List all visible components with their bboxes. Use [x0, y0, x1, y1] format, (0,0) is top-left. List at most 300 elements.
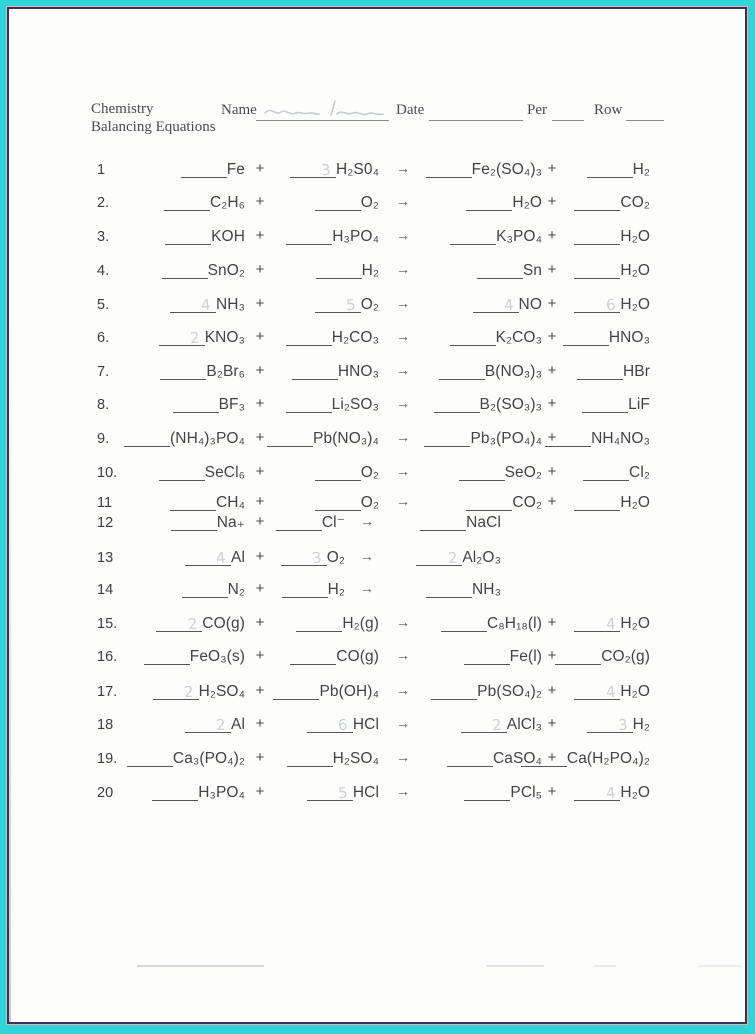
worksheet-page — [7, 7, 747, 1024]
chemical-formula: Pb(OH)₄ — [319, 683, 379, 700]
equation-term — [427, 648, 542, 665]
plus-sign: + — [255, 362, 265, 379]
plus-sign: + — [255, 160, 265, 177]
chemical-formula: HNO₃ — [608, 329, 650, 346]
plus-sign: + — [547, 493, 557, 510]
coefficient-blank[interactable] — [450, 332, 496, 346]
coefficient-blank[interactable] — [466, 497, 512, 511]
coefficient-blank[interactable] — [587, 164, 633, 178]
equation-row — [97, 679, 650, 700]
equation-term — [562, 494, 650, 511]
coefficient-blank[interactable] — [292, 366, 338, 380]
chemical-formula: CO(g) — [202, 615, 245, 632]
chemical-formula: H₂CO₃ — [331, 329, 379, 346]
course-label: Chemistry — [91, 101, 154, 117]
coefficient-blank[interactable] — [441, 618, 487, 632]
chemical-formula: AlCl₃ — [506, 716, 542, 733]
chemical-formula: H₂O — [620, 296, 650, 313]
plus-sign: + — [255, 463, 265, 480]
equation-term — [562, 296, 650, 313]
equation-term — [562, 329, 650, 346]
coefficient-blank[interactable] — [162, 265, 208, 279]
plus-sign: + — [547, 160, 557, 177]
coefficient-blank[interactable] — [521, 753, 567, 767]
yields-arrow-icon: → — [360, 580, 374, 596]
plus-sign: + — [547, 395, 557, 412]
coefficient-blank[interactable] — [290, 160, 336, 180]
coefficient-blank[interactable] — [267, 433, 313, 447]
equation-row — [97, 359, 650, 380]
coefficient-blank[interactable] — [420, 517, 466, 531]
coefficient-blank[interactable] — [156, 614, 202, 634]
chemical-formula: PCl₅ — [510, 784, 542, 801]
chemical-formula: O₂ — [360, 296, 379, 313]
equation-term — [275, 683, 379, 700]
equation-number: 14 — [97, 582, 114, 598]
chemical-formula: SeCl₆ — [204, 464, 245, 481]
plus-sign: + — [255, 295, 265, 312]
chemical-formula: FeO₃(s) — [189, 648, 245, 665]
coefficient-blank[interactable] — [315, 467, 361, 481]
pencil-answer: 3 — [320, 160, 332, 180]
pencil-answer: 2 — [447, 548, 459, 568]
chemical-formula: H₂(g) — [342, 615, 379, 632]
equation-term — [562, 716, 650, 733]
coefficient-blank[interactable] — [316, 265, 362, 279]
coefficient-blank[interactable] — [152, 787, 198, 801]
equation-number: 15. — [97, 616, 118, 632]
coefficient-blank[interactable] — [473, 295, 519, 315]
equation-term — [275, 430, 379, 447]
pencil-answer: 4 — [200, 295, 212, 315]
equation-row — [97, 190, 650, 211]
chemical-formula: C₂H₆ — [209, 194, 245, 211]
equation-term — [427, 784, 542, 801]
row-label: Row — [594, 102, 623, 118]
plus-sign: + — [255, 580, 265, 597]
coefficient-blank[interactable] — [307, 783, 353, 803]
chemical-formula: KOH — [211, 228, 245, 245]
equation-term — [275, 716, 379, 733]
chemical-formula: HBr — [623, 363, 650, 380]
equation-term — [275, 363, 379, 380]
plus-sign: + — [255, 749, 265, 766]
chemical-formula: B₂Br₆ — [206, 363, 245, 380]
yields-arrow-icon: → — [360, 513, 374, 529]
equation-term — [562, 363, 650, 380]
pencil-answer: 5 — [337, 783, 349, 803]
scan-artifact-line — [137, 965, 264, 967]
plus-sign: + — [547, 295, 557, 312]
chemical-formula: Li₂SO₃ — [331, 396, 379, 413]
equation-number: 2. — [97, 195, 110, 211]
equation-term — [389, 514, 501, 531]
chemical-formula: CaSO₄ — [492, 750, 542, 767]
chemical-formula: O₂ — [360, 464, 379, 481]
equation-term — [275, 549, 345, 566]
coefficient-blank[interactable] — [282, 584, 328, 598]
chemical-formula: CO(g) — [336, 648, 379, 665]
date-label: Date — [396, 102, 425, 118]
equation-term — [275, 396, 379, 413]
equation-term — [562, 262, 650, 279]
yields-arrow-icon: → — [396, 362, 410, 378]
equation-term — [275, 494, 379, 511]
plus-sign: + — [255, 395, 265, 412]
coefficient-blank[interactable] — [574, 265, 620, 279]
equation-term — [427, 464, 542, 481]
coefficient-blank[interactable] — [431, 686, 477, 700]
coefficient-blank[interactable] — [577, 366, 623, 380]
name-label: Name — [221, 102, 257, 118]
coefficient-blank[interactable] — [574, 682, 620, 702]
pencil-answer: 6 — [337, 715, 349, 735]
plus-sign: + — [255, 493, 265, 510]
coefficient-blank[interactable] — [461, 715, 507, 735]
chemical-formula: O₂ — [360, 494, 379, 511]
equation-term — [562, 464, 650, 481]
equation-term — [275, 464, 379, 481]
coefficient-blank[interactable] — [574, 231, 620, 245]
coefficient-blank[interactable] — [170, 497, 216, 511]
coefficient-blank[interactable] — [144, 651, 190, 665]
coefficient-blank[interactable] — [286, 231, 332, 245]
chemical-formula: NH₄NO₃ — [591, 430, 650, 447]
equation-term — [275, 329, 379, 346]
coefficient-blank[interactable] — [574, 783, 620, 803]
plus-sign: + — [547, 463, 557, 480]
scan-artifact-line — [699, 965, 741, 967]
plus-sign: + — [547, 193, 557, 210]
plus-sign: + — [255, 614, 265, 631]
coefficient-blank[interactable] — [315, 197, 361, 211]
coefficient-blank[interactable] — [160, 366, 206, 380]
chemical-formula: Al₂O₃ — [462, 549, 501, 566]
equation-term — [135, 194, 245, 211]
equation-term — [135, 648, 245, 665]
coefficient-blank[interactable] — [477, 265, 523, 279]
equation-term — [562, 750, 650, 767]
equation-term — [562, 430, 650, 447]
coefficient-blank[interactable] — [315, 295, 361, 315]
chemical-formula: LiF — [628, 396, 650, 413]
coefficient-blank[interactable] — [290, 651, 336, 665]
chemical-formula: O₂ — [326, 549, 345, 566]
equation-term — [427, 396, 542, 413]
coefficient-blank[interactable] — [127, 753, 173, 767]
yields-arrow-icon: → — [396, 749, 410, 765]
coefficient-blank[interactable] — [563, 332, 609, 346]
equation-term — [135, 784, 245, 801]
coefficient-blank[interactable] — [286, 332, 332, 346]
plus-sign: + — [547, 749, 557, 766]
equation-term — [389, 581, 501, 598]
chemical-formula: Cl₂ — [629, 464, 650, 481]
equation-term — [135, 396, 245, 413]
equation-term — [275, 296, 379, 313]
coefficient-blank[interactable] — [315, 497, 361, 511]
coefficient-blank[interactable] — [171, 517, 217, 531]
coefficient-blank[interactable] — [450, 231, 496, 245]
plus-sign: + — [547, 429, 557, 446]
equation-term — [135, 228, 245, 245]
plus-sign: + — [255, 715, 265, 732]
plus-sign: + — [547, 682, 557, 699]
equation-term — [427, 262, 542, 279]
coefficient-blank[interactable] — [545, 433, 591, 447]
yields-arrow-icon: → — [396, 395, 410, 411]
coefficient-blank[interactable] — [173, 399, 219, 413]
coefficient-blank[interactable] — [464, 651, 510, 665]
equation-term — [135, 363, 245, 380]
coefficient-blank[interactable] — [574, 295, 620, 315]
equation-term — [135, 615, 245, 632]
coefficient-blank[interactable] — [296, 618, 342, 632]
equation-term — [135, 430, 245, 447]
equation-term — [427, 228, 542, 245]
equation-term — [562, 396, 650, 413]
chemical-formula: H₂ — [327, 581, 345, 598]
equation-term — [427, 716, 542, 733]
yields-arrow-icon: → — [396, 429, 410, 445]
coefficient-blank[interactable] — [424, 433, 470, 447]
equation-row — [97, 258, 650, 279]
equation-number: 9. — [97, 431, 110, 447]
chemical-formula: H₂O — [620, 615, 650, 632]
chemical-formula: H₂ — [632, 161, 650, 178]
equation-number: 13 — [97, 550, 114, 566]
equation-term — [427, 683, 542, 700]
coefficient-blank[interactable] — [587, 715, 633, 735]
coefficient-blank[interactable] — [434, 399, 480, 413]
chemical-formula: CO₂ — [512, 494, 542, 511]
coefficient-blank[interactable] — [273, 686, 319, 700]
chemical-formula: CO₂(g) — [601, 648, 650, 665]
coefficient-blank[interactable] — [574, 614, 620, 634]
equation-number: 1 — [97, 162, 106, 178]
yields-arrow-icon: → — [360, 548, 374, 564]
per-line[interactable] — [552, 120, 584, 121]
plus-sign: + — [547, 362, 557, 379]
equation-term — [135, 494, 245, 511]
coefficient-blank[interactable] — [583, 467, 629, 481]
pencil-answer: 4 — [215, 548, 227, 568]
chemical-formula: H₂ — [361, 262, 379, 279]
coefficient-blank[interactable] — [555, 651, 601, 665]
equation-term — [427, 194, 542, 211]
coefficient-blank[interactable] — [574, 197, 620, 211]
chemical-formula: BF₃ — [218, 396, 245, 413]
chemical-formula: NH₃ — [216, 296, 245, 313]
yields-arrow-icon: → — [396, 295, 410, 311]
equation-row — [97, 510, 501, 531]
coefficient-blank[interactable] — [416, 548, 462, 568]
equation-row — [97, 460, 650, 481]
chemical-formula: Fe — [226, 161, 245, 178]
pencil-answer: 5 — [345, 295, 357, 315]
yields-arrow-icon: → — [396, 328, 410, 344]
coefficient-blank[interactable] — [153, 682, 199, 702]
coefficient-blank[interactable] — [582, 399, 628, 413]
equation-row — [97, 545, 501, 566]
equation-number: 8. — [97, 397, 110, 413]
chemical-formula: Pb₃(PO₄)₄ — [470, 430, 542, 447]
equation-term — [427, 363, 542, 380]
chemical-formula: NH₃ — [472, 581, 501, 598]
equation-row — [97, 780, 650, 801]
coefficient-blank[interactable] — [426, 584, 472, 598]
plus-sign: + — [255, 783, 265, 800]
scan-edge-shadow — [9, 309, 11, 1022]
equation-row — [97, 292, 650, 313]
equation-term — [562, 683, 650, 700]
equation-row — [97, 712, 650, 733]
chemical-formula: H₂S0₄ — [336, 161, 379, 178]
pencil-answer: 2 — [189, 328, 201, 348]
row-line[interactable] — [626, 120, 664, 121]
plus-sign: + — [255, 429, 265, 446]
pencil-answer: 2 — [491, 715, 503, 735]
pencil-answer: 2 — [186, 614, 199, 634]
chemical-formula: NO — [518, 296, 542, 313]
equation-row — [97, 490, 650, 511]
equation-row — [97, 325, 650, 346]
equation-term — [135, 329, 245, 346]
equation-term — [275, 784, 379, 801]
equation-row — [97, 157, 650, 178]
equation-number: 16. — [97, 649, 118, 665]
coefficient-blank[interactable] — [185, 715, 231, 735]
equation-term — [562, 228, 650, 245]
equation-term — [275, 581, 345, 598]
coefficient-blank[interactable] — [464, 787, 510, 801]
coefficient-blank[interactable] — [164, 197, 210, 211]
plus-sign: + — [547, 783, 557, 800]
coefficient-blank[interactable] — [159, 467, 205, 481]
yields-arrow-icon: → — [396, 682, 410, 698]
chemical-formula: Ca₃(PO₄)₂ — [172, 750, 245, 767]
equation-term — [135, 161, 245, 178]
scan-artifact-line — [486, 965, 544, 967]
equation-term — [135, 514, 245, 531]
coefficient-blank[interactable] — [286, 399, 332, 413]
equation-number: 17. — [97, 684, 118, 700]
coefficient-blank[interactable] — [165, 231, 211, 245]
equation-term — [275, 262, 379, 279]
coefficient-blank[interactable] — [182, 584, 228, 598]
equation-term — [562, 615, 650, 632]
chemical-formula: Al — [231, 716, 245, 733]
coefficient-blank[interactable] — [307, 715, 353, 735]
yields-arrow-icon: → — [396, 614, 410, 630]
equation-row — [97, 577, 501, 598]
chemical-formula: K₂CO₃ — [495, 329, 542, 346]
pencil-answer: 6 — [605, 295, 617, 315]
equation-term — [135, 464, 245, 481]
equation-term — [135, 262, 245, 279]
coefficient-blank[interactable] — [181, 164, 227, 178]
coefficient-blank[interactable] — [287, 753, 333, 767]
coefficient-blank[interactable] — [426, 164, 472, 178]
pencil-answer: 4 — [605, 783, 617, 803]
chemical-formula: HNO₃ — [337, 363, 379, 380]
coefficient-blank[interactable] — [170, 295, 216, 315]
equation-term — [427, 296, 542, 313]
chemical-formula: Ca(H₂PO₄)₂ — [566, 750, 650, 767]
coefficient-blank[interactable] — [574, 497, 620, 511]
coefficient-blank[interactable] — [439, 366, 485, 380]
coefficient-blank[interactable] — [459, 467, 505, 481]
plus-sign: + — [255, 513, 265, 530]
yields-arrow-icon: → — [396, 647, 410, 663]
chemical-formula: C₈H₁₈(l) — [486, 615, 542, 632]
coefficient-blank[interactable] — [281, 548, 327, 568]
chemical-formula: CO₂ — [620, 194, 650, 211]
chemical-formula: KNO₃ — [204, 329, 245, 346]
equation-term — [427, 615, 542, 632]
plus-sign: + — [255, 227, 265, 244]
chemical-formula: (NH₄)₃PO₄ — [170, 430, 245, 447]
equation-number: 3. — [97, 229, 110, 245]
yields-arrow-icon: → — [396, 715, 410, 731]
scan-artifact-line — [594, 965, 616, 967]
chemical-formula: N₂ — [227, 581, 245, 598]
equation-term — [275, 514, 345, 531]
chemical-formula: H₂O — [620, 262, 650, 279]
plus-sign: + — [547, 715, 557, 732]
coefficient-blank[interactable] — [159, 328, 205, 348]
pencil-answer: 4 — [503, 295, 515, 315]
coefficient-blank[interactable] — [276, 517, 322, 531]
equation-term — [135, 296, 245, 313]
equation-term — [135, 581, 245, 598]
plus-sign: + — [547, 614, 557, 631]
plus-sign: + — [255, 647, 265, 664]
plus-sign: + — [547, 647, 557, 664]
equation-term — [427, 161, 542, 178]
chemical-formula: HCl — [352, 716, 379, 733]
coefficient-blank[interactable] — [124, 433, 170, 447]
yields-arrow-icon: → — [396, 227, 410, 243]
pencil-answer: 2 — [183, 682, 195, 702]
yields-arrow-icon: → — [396, 261, 410, 277]
chemical-formula: H₂O — [620, 228, 650, 245]
chemical-formula: K₃PO₄ — [496, 228, 542, 245]
equation-term — [562, 648, 650, 665]
pencil-answer: 3 — [617, 715, 629, 735]
coefficient-blank[interactable] — [447, 753, 493, 767]
equation-term — [562, 194, 650, 211]
yields-arrow-icon: → — [396, 493, 410, 509]
coefficient-blank[interactable] — [185, 548, 231, 568]
chemical-formula: Pb(SO₄)₂ — [477, 683, 542, 700]
chemical-formula: B₂(SO₃)₃ — [479, 396, 542, 413]
equation-term — [427, 329, 542, 346]
plus-sign: + — [255, 193, 265, 210]
coefficient-blank[interactable] — [466, 197, 512, 211]
equation-row — [97, 426, 650, 447]
date-line[interactable] — [429, 120, 523, 121]
chemical-formula: H₂O — [620, 784, 650, 801]
chemical-formula: CH₄ — [215, 494, 245, 511]
equation-term — [275, 161, 379, 178]
equation-number: 6. — [97, 330, 110, 346]
equation-row — [97, 224, 650, 245]
chemical-formula: Pb(NO₃)₄ — [313, 430, 379, 447]
chemical-formula: Na₊ — [216, 514, 245, 531]
chemical-formula: Fe(l) — [509, 648, 542, 665]
chemical-formula: Cl⁻ — [321, 514, 345, 531]
